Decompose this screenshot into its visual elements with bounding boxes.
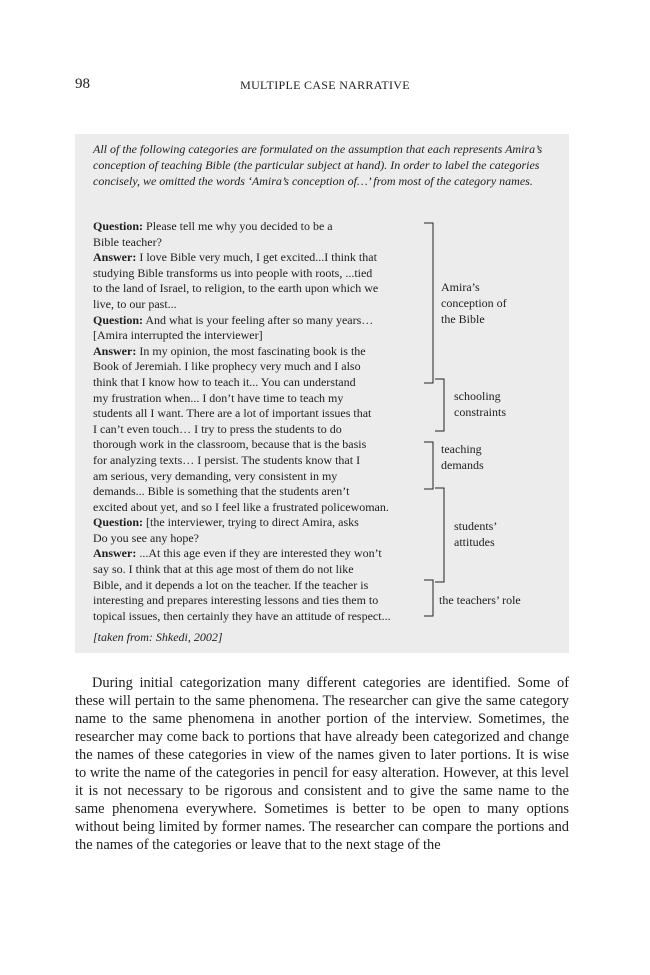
transcript-text: In my opinion, the most fascinating book is the (136, 343, 366, 358)
transcript-line (93, 593, 423, 609)
speaker-label: Question: (93, 219, 144, 233)
transcript-text: demands... Bible is something that the students aren’t (93, 484, 350, 499)
category-students-line: attitudes (454, 535, 495, 549)
category-bible-line: conception of (441, 296, 507, 310)
category-bible-line: the Bible (441, 312, 485, 326)
excerpt-intro: All of the following categories are formulated on the assumption that each represents Amira’s conception of teaching Bible (the particular subject at hand). In order to label the categories concisely, we omitted the words ‘Amira’s conception of…’ from most of the category names. (93, 142, 543, 188)
body-paragraph: During initial categorization many different categories are identified. Some of these will pertain to the same phenomena. The researcher can give the same category name to the same phenomena in another portion of the interview. Sometimes, the researcher may come back to portions that have already been categorized and change the names of these categories in view of the names given to later portions. It is wise to write the name of the categories in pencil for easy alteration. However, at this level it is not necessary to be rigorous and consistent and to give the same name to the same phenomena everywhere. Sometimes is better to be open to many options without being limited by former names. The researcher can compare the portions and the names of the categories or leave that to the next stage of the (75, 675, 569, 853)
transcript-line (93, 266, 423, 282)
speaker-label: Answer: (93, 250, 137, 265)
transcript-line (93, 437, 423, 453)
transcript-text: I can’t even touch… I try to press the students to do (93, 421, 342, 436)
category-schooling-line: constraints (454, 405, 506, 419)
transcript-text: thorough work in the classroom, because that is the basis (93, 437, 367, 452)
speaker-label: Question: (93, 312, 144, 327)
category-schooling (454, 388, 506, 420)
page-number: 98 (75, 76, 90, 92)
transcript-text: [the interviewer, trying to direct Amira, asks (143, 515, 359, 530)
transcript-line (93, 453, 423, 469)
transcript-text: to the land of Israel, to religion, to the earth upon which we (93, 281, 379, 296)
category-bible-line: Amira’s (441, 280, 480, 294)
transcript-text: think that I know how to teach it... You can understand (93, 374, 356, 389)
transcript-text: And what is your feeling after so many years… (143, 312, 374, 327)
transcript-text: Please tell me why you decided to be a (143, 219, 333, 233)
category-students (454, 518, 497, 550)
transcript-text: my frustration when... I don’t have time to teach my (93, 390, 344, 405)
transcript-line (93, 562, 423, 578)
transcript-line (93, 515, 423, 531)
transcript-text: for analyzing texts… I persist. The students know that I (93, 452, 361, 467)
transcript-line (93, 531, 423, 547)
transcript-text: ...At this age even if they are interested they won’t (136, 546, 382, 561)
transcript-text: interesting and prepares interesting lessons and ties them to (93, 593, 379, 608)
transcript-line (93, 235, 423, 251)
transcript-line (93, 609, 423, 625)
transcript-line (93, 500, 423, 516)
transcript-text: am serious, very demanding, very consistent in my (93, 468, 338, 483)
bracket-students (435, 488, 444, 582)
bracket-role (424, 580, 433, 616)
transcript-line (93, 578, 423, 594)
category-teaching (441, 441, 484, 473)
speaker-label: Answer: (93, 343, 137, 358)
transcript-text: studying Bible transforms us into people with roots, ...tied (93, 265, 373, 280)
speaker-label: Question: (93, 515, 144, 530)
transcript-line (93, 391, 423, 407)
transcript-text: [Amira interrupted the interviewer] (93, 328, 263, 343)
interview-transcript (93, 219, 423, 624)
category-teaching-line: demands (441, 458, 484, 472)
transcript-line (93, 375, 423, 391)
transcript-line (93, 344, 423, 360)
transcript-text: topical issues, then certainly they have an attitude of respect... (93, 608, 391, 623)
transcript-text: live, to our past... (93, 296, 177, 311)
bracket-schooling (435, 379, 444, 431)
bracket-teaching (424, 442, 433, 489)
transcript-text: students all I want. There are a lot of important issues that (93, 406, 372, 421)
transcript-line (93, 250, 423, 266)
transcript-line (93, 359, 423, 375)
transcript-line (93, 219, 423, 235)
transcript-text: Book of Jeremiah. I like prophecy very much and I also (93, 359, 361, 374)
category-bible (441, 279, 507, 327)
bracket-bible (424, 223, 433, 383)
transcript-line (93, 281, 423, 297)
transcript-text: say so. I think that at this age most of them do not like (93, 562, 354, 577)
category-teaching-line: teaching (441, 442, 482, 456)
running-head: MULTIPLE CASE NARRATIVE (240, 78, 410, 92)
transcript-line (93, 422, 423, 438)
transcript-line (93, 297, 423, 313)
transcript-line (93, 313, 423, 329)
category-role (439, 592, 521, 608)
transcript-line (93, 546, 423, 562)
transcript-text: Bible teacher? (93, 234, 162, 249)
transcript-line (93, 406, 423, 422)
excerpt-box (75, 134, 569, 653)
transcript-text: Do you see any hope? (93, 530, 199, 545)
transcript-text: I love Bible very much, I get excited...I think that (136, 250, 377, 265)
transcript-text: Bible, and it depends a lot on the teacher. If the teacher is (93, 577, 369, 592)
category-schooling-line: schooling (454, 389, 501, 403)
transcript-line (93, 484, 423, 500)
category-role-line: the teachers’ role (439, 593, 521, 607)
category-students-line: students’ (454, 519, 498, 533)
source-citation: [taken from: Shkedi, 2002] (93, 630, 223, 644)
transcript-line (93, 328, 423, 344)
transcript-line (93, 469, 423, 485)
speaker-label: Answer: (93, 546, 137, 561)
transcript-text: excited about yet, and so I feel like a frustrated policewoman. (93, 499, 389, 514)
